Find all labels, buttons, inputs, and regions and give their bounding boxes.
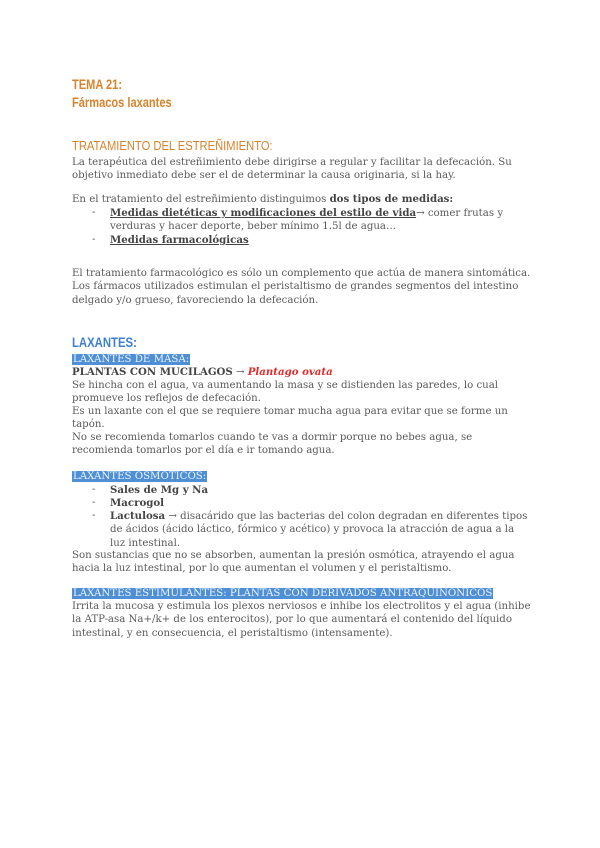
item-text: disacárido que las bacterias del colon degradan en diferentes tipos de ácidos (ácido láctico, fórmico y acético) y provoca la atracción de agua a la luz intestinal. [110,511,528,549]
tag-laxantes-estimulantes [72,587,532,600]
highlight-tag: LAXANTES DE MASA: [73,354,190,365]
section-heading-laxantes: LAXANTES: [72,335,137,350]
arrow-icon: → [165,511,181,522]
item-label: Medidas dietéticas y modificaciones del estilo de vida [110,207,417,219]
item-label: Medidas farmacológicas [110,234,249,246]
highlight-tag: LAXANTES ESTIMULANTES: PLANTAS CON DERIVADOS ANTRAQUINÓNICOS [73,588,493,599]
item-label: Macrogol [110,497,165,509]
paragraph-intro: La terapéutica del estreñimiento debe dirigirse a regular y facilitar la defecación. Su objetivo inmediato debe ser el de determinar la causa originaria, si la hay. [72,157,512,182]
list-bullet: - [92,497,96,508]
paragraph-masa-3: No se recomienda tomarlos cuando te vas a dormir porque no bebes agua, se recomienda tomarlos por el día e ir tomando agua. [72,432,473,457]
paragraph-farmacologico: El tratamiento farmacológico es sólo un complemento que actúa de manera sintomática. Los fármacos utilizados estimulan el peristaltismo de grandes segmentos del intestino delgado y/o grueso, favoreciendo la defecación. [72,268,531,306]
list-item-sales [110,484,530,497]
item-text: comer frutas y verduras y hacer deporte, beber mínimo 1.5l de agua… [110,208,504,233]
paragraph-masa-2: Es un laxante con el que se requiere tomar mucha agua para evitar que se forme un tapón. [72,406,508,431]
list-item-farmacologicas [110,234,530,247]
subheading-mucilagos [72,366,532,379]
item-label: Lactulosa [110,510,166,522]
paragraph-estimulantes: Irrita la mucosa y estimula los plexos nerviosos e inhibe los electrolitos y el agua (inhibe la ATP-asa Na+/k+ de los enterocitos), por lo que aumentará el contenido del líquido intestinal, y en consecuencia, el peristaltismo (intensamente). [72,601,531,639]
item-label: Sales de Mg y Na [110,484,209,496]
paragraph-distinguimos [72,193,532,206]
distinguimos-bold: dos tipos de medidas: [329,193,454,205]
distinguimos-text: En el tratamiento del estreñimiento distinguimos [72,194,330,205]
topic-number: TEMA 21: [72,77,123,92]
plantago-highlight: Plantago ovata [247,366,333,378]
list-item-macrogol [110,497,530,510]
arrow-icon: → [232,367,248,378]
list-bullet: - [92,510,96,521]
list-item-lactulosa [110,510,530,550]
document-title: Fármacos laxantes [72,95,172,110]
tag-laxantes-osmoticos [72,470,532,483]
section-heading-tratamiento: TRATAMIENTO DEL ESTREÑIMIENTO: [72,138,273,153]
paragraph-osmoticos: Son sustancias que no se absorben, aumentan la presión osmótica, atrayendo el agua hacia la luz intestinal, por lo que aumentan el volumen y el peristaltismo. [72,550,515,575]
list-item-dieteticas [110,207,530,234]
list-bullet: - [92,484,96,495]
list-bullet: - [92,207,96,218]
list-bullet: - [92,234,96,245]
paragraph-masa-1: Se hincha con el agua, va aumentando la masa y se distienden las paredes, lo cual promueve los reflejos de defecación. [72,380,499,405]
highlight-tag: LAXANTES OSMÓTICOS: [73,471,207,482]
subheading-text: PLANTAS CON MUCILAGOS [72,366,233,378]
arrow-icon: → [416,208,425,219]
tag-laxantes-masa [72,353,532,366]
